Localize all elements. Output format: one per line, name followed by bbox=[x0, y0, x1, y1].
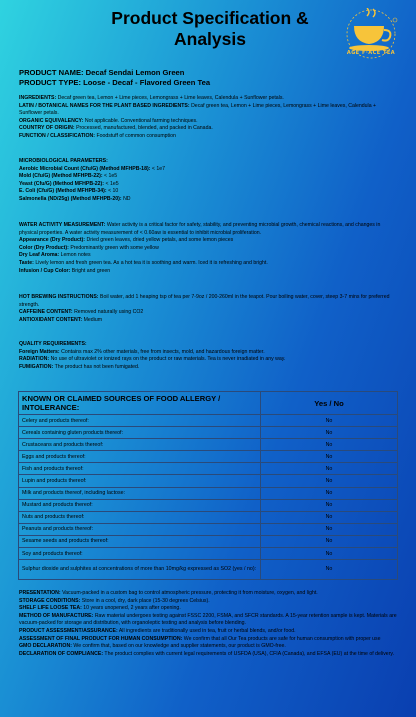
table-row bbox=[19, 511, 398, 523]
allergy-value: No bbox=[261, 523, 398, 535]
manufacture-row: METHOD OF MANUFACTURE: Raw material undergoes testing against FSSC 2200, FSMA, and SFCR standards. A 15-year retention sample is kept. Materials are vacuum-packed for storage and distribution, with organoleptic testing and analysis before blending. bbox=[19, 612, 397, 627]
allergy-item: Soy and products thereof: bbox=[19, 548, 261, 560]
quality-heading: QUALITY REQUIREMENTS: bbox=[19, 341, 87, 347]
quality-row: FUMIGATION: The product has not been fumigated. bbox=[19, 363, 140, 370]
table-row bbox=[19, 451, 398, 463]
allergy-item: Sulphur dioxide and sulphites at concentrations of more than 10mg/kg expressed as SO2 (yes / no): bbox=[19, 560, 261, 580]
allergy-item: Sesame seeds and products thereof: bbox=[19, 535, 261, 547]
quality-section bbox=[19, 341, 399, 371]
allergy-value: No bbox=[261, 463, 398, 475]
table-row bbox=[19, 548, 398, 560]
allergy-item: Mustard and products thereof: bbox=[19, 499, 261, 511]
table-row bbox=[19, 427, 398, 439]
allergy-value: No bbox=[261, 535, 398, 547]
table-row bbox=[19, 439, 398, 451]
product-info bbox=[19, 68, 399, 87]
color-row: Color (Dry Product): Predominantly green with some yellow bbox=[19, 244, 159, 251]
allergy-item: Celery and products thereof: bbox=[19, 415, 261, 427]
allergy-value: No bbox=[261, 427, 398, 439]
compliance-row: DECLARATION OF COMPLIANCE: The product complies with current legal requirements of USFDA (USA), CFIA (Canada), and EFSA (EU) at the time of delivery. bbox=[19, 650, 395, 657]
allergy-item: Nuts and products thereof: bbox=[19, 511, 261, 523]
water-activity-section bbox=[19, 222, 399, 275]
taste-row: Taste: Lively lemon and fresh green tea. As a hot tea it is soothing and warm. Iced it is refreshing and bright. bbox=[19, 259, 268, 266]
infusion-row: Infusion / Cup Color: Bright and green bbox=[19, 267, 111, 274]
micro-row: Aerobic Microbial Count (Cfu/G) (Method MFHPB-18): < 1e7 bbox=[19, 165, 166, 172]
aroma-row: Dry Leaf Aroma: Lemon notes bbox=[19, 252, 91, 259]
gmo-row: GMO DECLARATION: We confirm that, based on our knowledge and supplier statements, our product is GMO-free. bbox=[19, 643, 286, 650]
allergy-value: No bbox=[261, 451, 398, 463]
allergy-value: No bbox=[261, 511, 398, 523]
table-row bbox=[19, 475, 398, 487]
table-row bbox=[19, 499, 398, 511]
micro-row: Salmonella (ND/25g) (Method MFHPB-20): ND bbox=[19, 195, 131, 202]
brewing-section bbox=[19, 294, 399, 324]
origin-row: COUNTRY OF ORIGIN: Processed, manufactured, blended, and packed in Canada. bbox=[19, 125, 213, 132]
allergy-item: Cereals containing gluten products thereof: bbox=[19, 427, 261, 439]
assurance-row: PRODUCT ASSESSMENT/ASSURANCE: All ingredients are traditionally used in tea, fruit or herbal blends, and/or food. bbox=[19, 627, 296, 634]
latin-names-row: LATIN / BOTANICAL NAMES FOR THE PLANT BASED INGREDIENTS: Decaf green tea, Lemon + Lime pieces, Lemongrass + Lime leaves, Calendula + Sunflower petals. bbox=[19, 102, 377, 117]
ingredients-section bbox=[19, 95, 399, 141]
presentation-row: PRESENTATION: Vacuum-packed in a custom bag to control atmospheric pressure, protecting it from moisture, oxygen, and light. bbox=[19, 590, 318, 596]
shelf-life-row: SHELF LIFE LOOSE TEA: 10 years unopened, 2 years after opening. bbox=[19, 605, 181, 612]
table-row bbox=[19, 487, 398, 499]
ingredients-row: INGREDIENTS: Decaf green tea, Lemon + Lime pieces, Lemongrass + Lime leaves, Calendula + Sunflower petals. bbox=[19, 95, 284, 101]
product-type-value: Loose - Decaf - Flavored Green Tea bbox=[83, 77, 211, 87]
allergy-item: Crustaceans and products thereof: bbox=[19, 439, 261, 451]
allergy-value: No bbox=[261, 499, 398, 511]
table-row bbox=[19, 415, 398, 427]
caffeine-row: CAFFEINE CONTENT: Removed naturally using CO2 bbox=[19, 309, 144, 316]
allergy-header-left: KNOWN OR CLAIMED SOURCES OF FOOD ALLERGY / INTOLERANCE: bbox=[19, 392, 261, 415]
allergy-value: No bbox=[261, 548, 398, 560]
micro-row: Yeast (Cfu/G) (Method MFHPB-22): < 1e5 bbox=[19, 180, 119, 187]
antioxidant-row: ANTIOXIDANT CONTENT: Medium bbox=[19, 316, 103, 323]
function-row: FUNCTION / CLASSIFICATION: Foodstuff of common consumption bbox=[19, 132, 176, 139]
allergy-header-right: Yes / No bbox=[261, 392, 398, 415]
micro-heading: MICROBIOLOGICAL PARAMETERS: bbox=[19, 158, 108, 164]
storage-row: STORAGE CONDITIONS: Store in a cool, dry, dark place (15-30 degrees Celsius). bbox=[19, 597, 210, 604]
allergy-item: Peanuts and products thereof: bbox=[19, 523, 261, 535]
title-line-1: Product Specification & bbox=[111, 8, 309, 28]
product-type bbox=[19, 78, 399, 88]
product-name bbox=[19, 68, 399, 78]
product-type-label: PRODUCT TYPE: bbox=[19, 77, 82, 87]
allergy-value: No bbox=[261, 439, 398, 451]
micro-row: E. Coli (Cfu/G) (Method MFHPB-34): < 10 bbox=[19, 188, 119, 195]
product-name-value: Decaf Sendai Lemon Green bbox=[85, 68, 185, 77]
micro-row: Mold (Cfu/G) (Method MFHPB-22): < 1e5 bbox=[19, 173, 118, 180]
quality-row: Foreign Matters: Contains max 2% other materials, free from insects, mold, and hazardous foreign matter. bbox=[19, 348, 265, 355]
allergy-item: Fish and products thereof: bbox=[19, 463, 261, 475]
consumption-row: ASSESSMENT OF FINAL PRODUCT FOR HUMAN CONSUMPTION: We confirm that all Our Tea products are safe for human consumption with proper use bbox=[19, 635, 381, 642]
title-line-2: Analysis bbox=[174, 29, 246, 49]
allergy-item: Eggs and products thereof: bbox=[19, 451, 261, 463]
table-row bbox=[19, 463, 398, 475]
appearance-row: Appearance (Dry Product): Dried green leaves, dried yellow petals, and some lemon pieces bbox=[19, 237, 234, 244]
microbiological-section bbox=[19, 158, 399, 204]
table-row bbox=[19, 560, 398, 580]
table-row bbox=[19, 535, 398, 547]
allergy-value: No bbox=[261, 475, 398, 487]
allergy-item: Lupin and products thereof: bbox=[19, 475, 261, 487]
product-name-label: PRODUCT NAME: bbox=[19, 68, 84, 77]
allergy-header-row bbox=[19, 392, 398, 415]
allergy-item: Milk and products thereof, including lactose: bbox=[19, 487, 261, 499]
logo-text: AGE F·ACE TEA bbox=[346, 50, 396, 56]
allergy-value: No bbox=[261, 415, 398, 427]
footer-section bbox=[19, 590, 399, 658]
allergy-table bbox=[18, 391, 398, 580]
allergy-value: No bbox=[261, 487, 398, 499]
organic-row: ORGANIC EQUIVALENCY: Not applicable. Conventional farming techniques. bbox=[19, 117, 198, 124]
allergy-value: No bbox=[261, 560, 398, 580]
table-row bbox=[19, 523, 398, 535]
water-activity-row: WATER ACTIVITY MEASUREMENT: Water activity is a critical factor for safety, stability, and preventing microbial growth, chemical reactions, and changes in physical properties. A water activity measurement of < 0.60aw is essential to inhibit microbial proliferation. bbox=[19, 222, 381, 236]
page-title bbox=[60, 8, 360, 50]
brewing-row: HOT BREWING INSTRUCTIONS: Boil water, add 1 heaping tsp of tea per 7-9oz / 200-260ml in the teapot. Pour boiling water, cover, steep 3-7 mins for preferred strength. bbox=[19, 294, 390, 308]
quality-row: RADIATION: No use of ultraviolet or ionized rays on the product or raw materials. Tea is never irradiated in any way. bbox=[19, 356, 286, 363]
